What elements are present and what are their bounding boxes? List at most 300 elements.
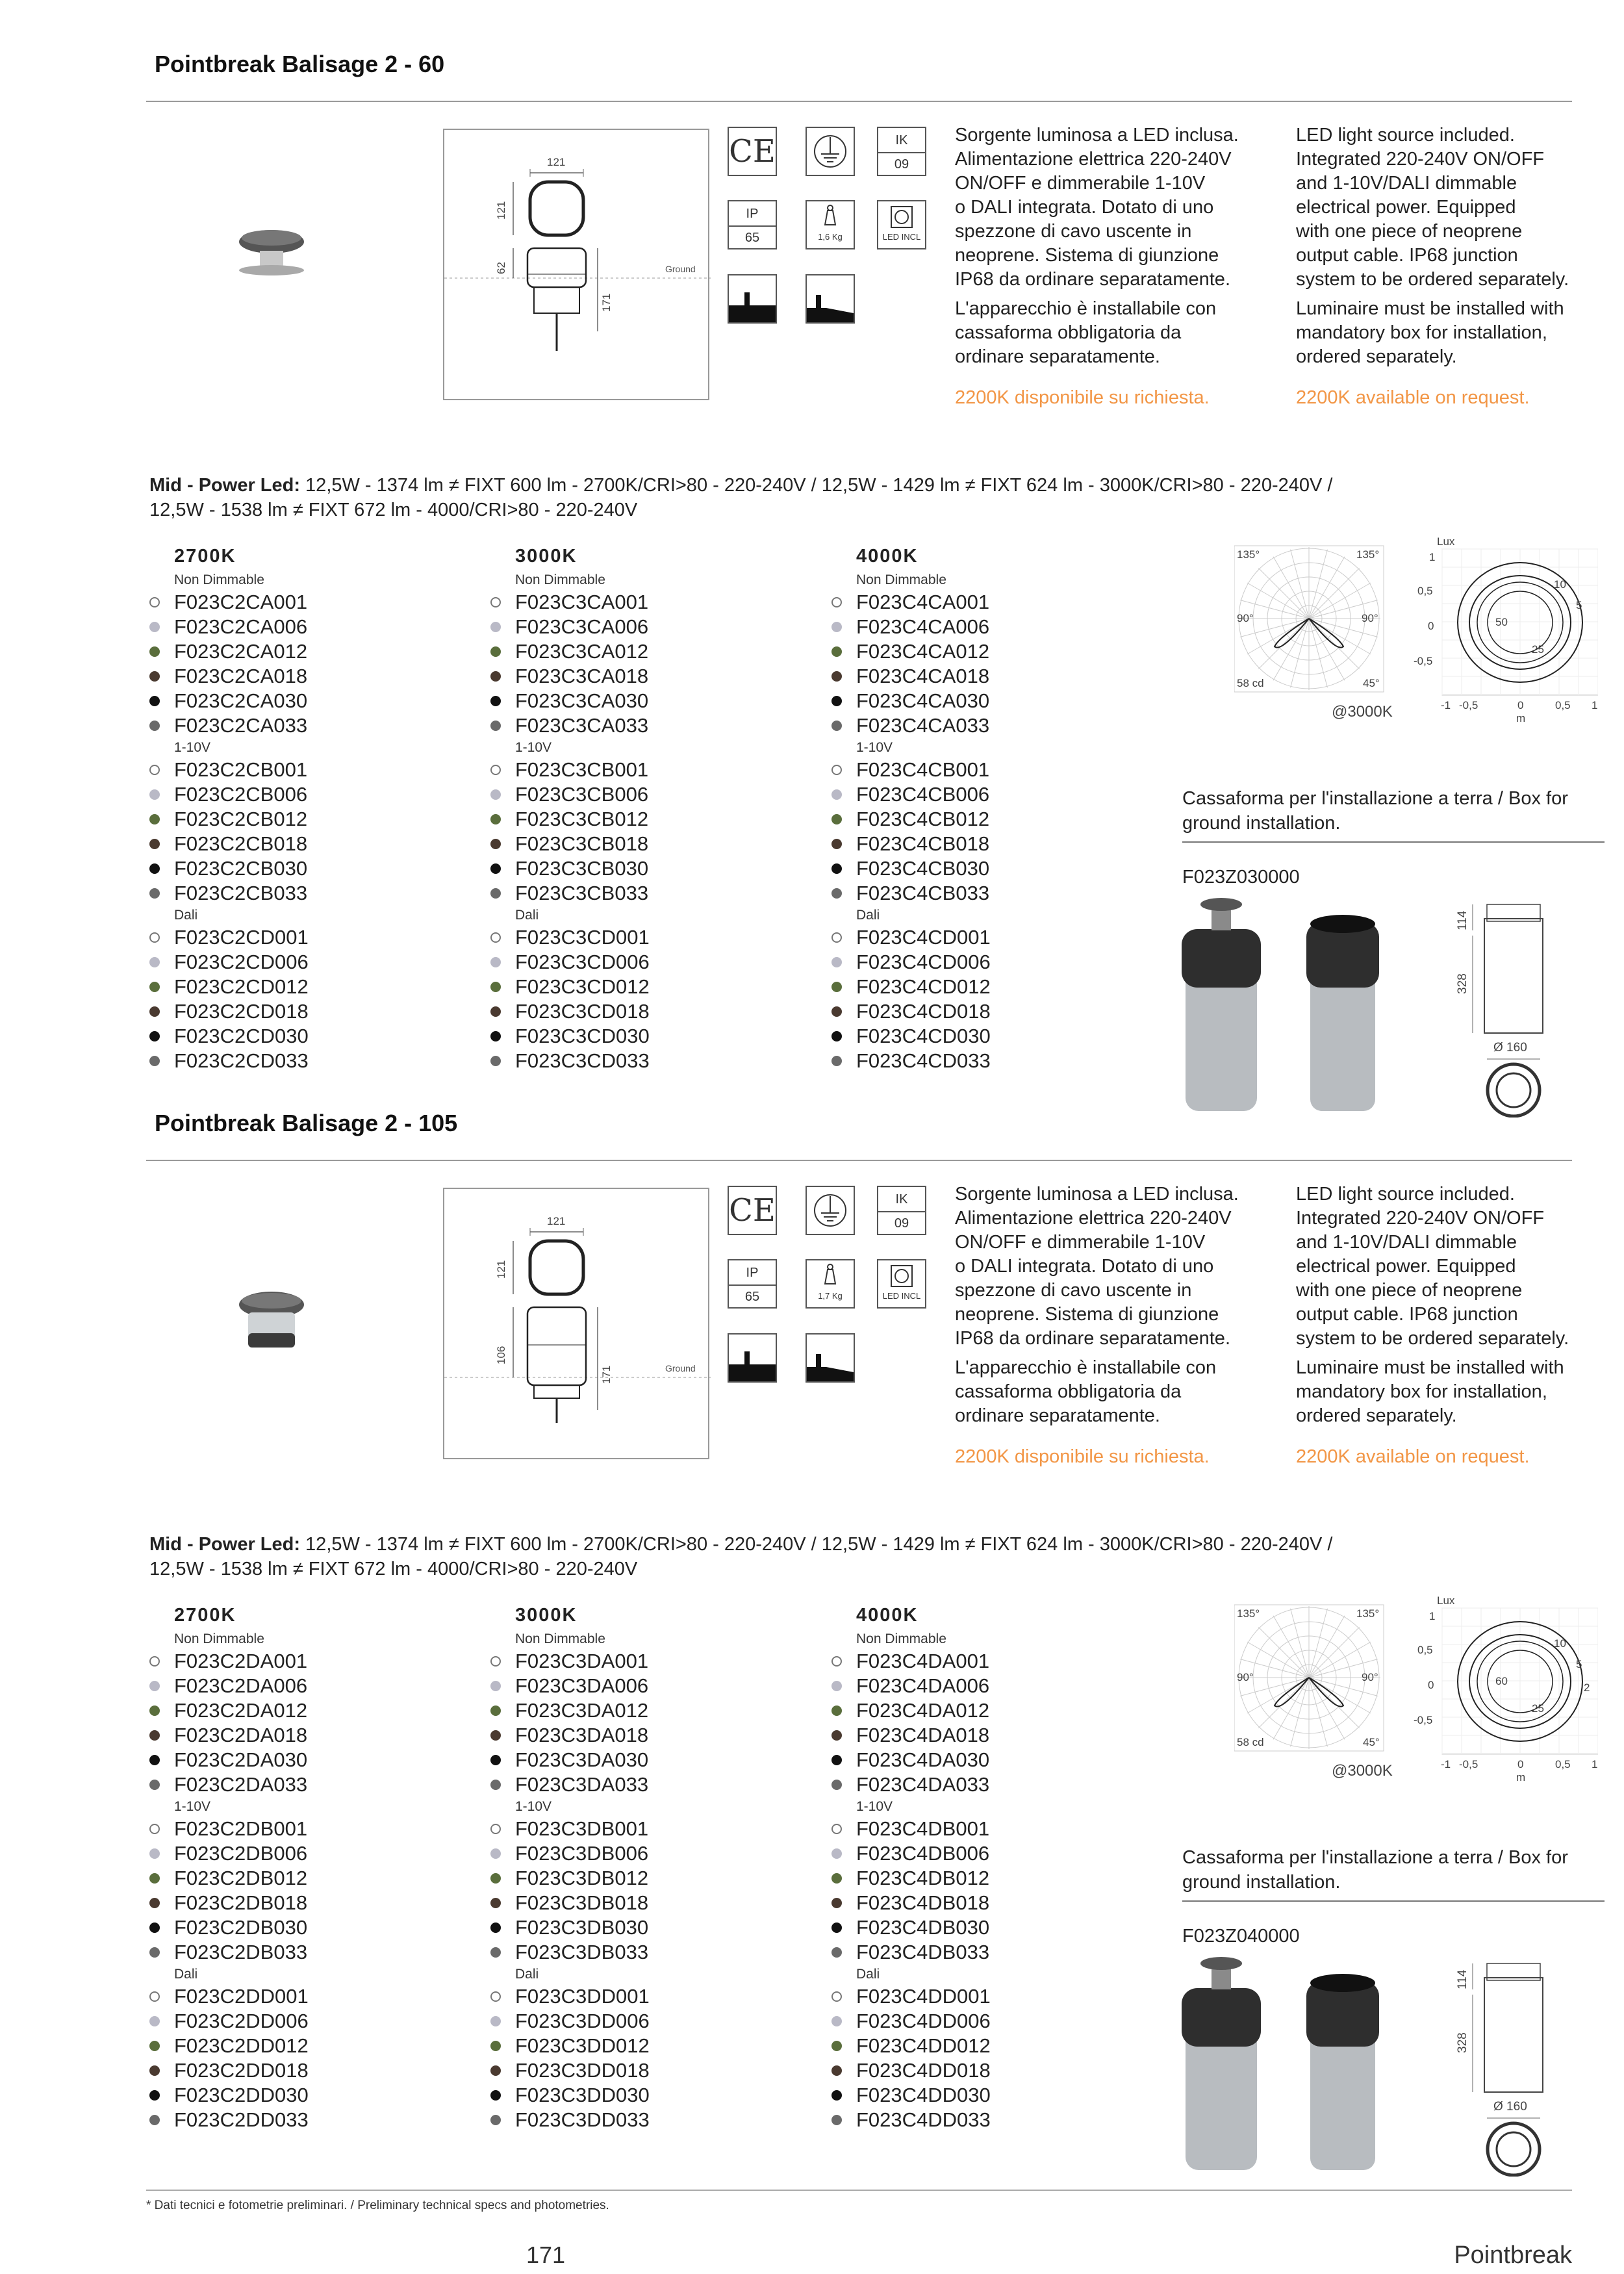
product-code-text: F023C4DB012 [856,1867,990,1889]
finish-color-dot [490,932,501,943]
product-code-text: F023C4CA030 [856,689,990,712]
finish-color-dot [149,932,160,943]
description-line: ordinare separatamente. [955,1405,1160,1426]
product-code [149,2009,474,2034]
product-code [831,2083,1156,2108]
description-line: cassaforma obbligatoria da [955,1381,1182,1402]
ik-value: 09 [878,152,925,172]
product-code-text: F023C2DD033 [174,2108,309,2131]
product-code-text: F023C3CB033 [515,882,649,904]
product-code-text: F023C4CD006 [856,951,991,973]
product-code-text: F023C2CD018 [174,1000,309,1023]
finish-color-dot [149,1656,160,1667]
finish-color-dot [149,1681,160,1691]
weight-value: 1,7 Kg [818,1291,843,1301]
dimming-type: Non Dimmable [174,1631,264,1646]
product-code [490,1984,815,2009]
product-code [490,782,815,807]
product-code [831,1891,1156,1915]
paragraph-gap [1296,292,1601,297]
product-code [831,1674,1156,1698]
floor-install-icon [728,1333,777,1383]
description-line: Integrated 220-240V ON/OFF [1296,149,1545,170]
description-line: IP68 da ordinare separatamente. [955,1328,1230,1349]
finish-color-dot [490,1947,501,1958]
finish-color-dot [831,1730,842,1741]
finish-color-dot [149,2115,160,2125]
code-column-3000k [490,546,815,1073]
finish-color-dot [490,1848,501,1859]
dimming-type: 1-10V [174,1799,211,1814]
product-code [490,2083,815,2108]
product-code [490,689,815,713]
finish-color-dot [149,1923,160,1933]
description-italian [955,123,1286,416]
polar-angle-135-right: 135° [1356,548,1380,561]
product-code-text: F023C2CD033 [174,1049,309,1072]
product-title: Pointbreak Balisage 2 - 105 [155,1110,458,1136]
product-code-text: F023C3CA030 [515,689,649,712]
product-code [490,975,815,999]
power-line-1: 12,5W - 1374 lm ≠ FIXT 600 lm - 2700K/CRI>80 - 220-240V / 12,5W - 1429 lm ≠ FIXT 624 lm - 3000K/CRI>80 - 220-240V / [300,475,1333,496]
dim-width: 121 [547,156,566,168]
product-code-text: F023C2DB018 [174,1891,308,1914]
product-code-text: F023C2DB033 [174,1941,308,1963]
finish-color-dot [831,839,842,849]
lux-x-neg-1: -1 [1441,699,1451,711]
product-code-text: F023C3DA018 [515,1724,649,1746]
product-code-text: F023C2DD006 [174,2010,309,2032]
product-code [831,1748,1156,1772]
description-line: spezzone di cavo uscente in [955,221,1192,242]
dimming-type: Dali [856,908,880,923]
description-line: neoprene. Sistema di giunzione [955,245,1219,266]
product-code-text: F023C2DA006 [174,1674,308,1697]
dimming-type: Non Dimmable [515,1631,605,1646]
product-code-text: F023C4DA006 [856,1674,990,1697]
product-code-text: F023C2CA012 [174,640,308,663]
product-code [831,615,1156,639]
product-code-text: F023C2CB030 [174,857,308,880]
product-code-text: F023C4CB001 [856,758,990,781]
lux-x-1: 1 [1592,699,1598,711]
product-code [149,881,474,906]
product-code-text: F023C3DD018 [515,2059,650,2082]
product-code-text: F023C3DB001 [515,1817,649,1840]
product-code [490,807,815,832]
finish-color-dot [831,646,842,657]
finish-color-dot [490,646,501,657]
product-code-text: F023C3CD033 [515,1049,650,1072]
finish-color-dot [831,1824,842,1834]
description-line: Alimentazione elettrica 220-240V [955,1208,1232,1229]
slope-install-icon [806,1333,855,1383]
description-line: Sorgente luminosa a LED inclusa. [955,1184,1239,1205]
power-line-1: 12,5W - 1374 lm ≠ FIXT 600 lm - 2700K/CRI>80 - 220-240V / 12,5W - 1429 lm ≠ FIXT 624 lm - 3000K/CRI>80 - 220-240V / [300,1534,1333,1555]
product-code [149,1024,474,1049]
product-code-text: F023C3CB030 [515,857,649,880]
finish-color-dot [149,1031,160,1041]
product-code-text: F023C3DB012 [515,1867,649,1889]
finish-color-dot [831,888,842,899]
product-code-text: F023C3DB018 [515,1891,649,1914]
lux-y-0: 0 [1428,1679,1434,1691]
code-column-3000k [490,1605,815,2132]
lux-x-0: 0 [1517,699,1524,711]
product-code-text: F023C4DB018 [856,1891,990,1914]
product-code [149,856,474,881]
finish-color-dot [490,1780,501,1790]
lux-y-0-5: 0,5 [1417,585,1433,597]
product-code-text: F023C3CD006 [515,951,650,973]
lux-contour-25: 25 [1532,1702,1544,1715]
finish-color-dot [831,2090,842,2101]
dimming-type: Dali [856,1967,880,1982]
product-code-text: F023C2DB012 [174,1867,308,1889]
color-temperature: 3000K [515,546,577,567]
product-code-text: F023C4DD001 [856,1985,991,2008]
footnote: * Dati tecnici e fotometrie preliminari. / Preliminary technical specs and photometries. [146,2190,1572,2213]
finish-color-dot [490,1873,501,1884]
product-code-text: F023C2CA006 [174,615,308,638]
lux-title: Lux [1437,1594,1455,1607]
finish-color-dot [149,814,160,824]
product-code [149,782,474,807]
product-code [490,758,815,782]
product-code-text: F023C4DD006 [856,2010,991,2032]
product-code-text: F023C2CB018 [174,832,308,855]
lux-x-neg-0-5: -0,5 [1459,1758,1478,1770]
ce-mark [728,127,777,176]
product-code-text: F023C3CA033 [515,714,649,737]
product-code [149,1940,474,1965]
description-line: IP68 da ordinare separatamente. [955,269,1230,290]
product-code [831,2108,1156,2132]
code-column-4000k [831,546,1156,1073]
finish-color-dot [149,1848,160,1859]
dimming-type: 1-10V [515,1799,552,1814]
finish-color-dot [831,1923,842,1933]
description-line: ordered separately. [1296,1405,1457,1426]
product-code-text: F023C4DB001 [856,1817,990,1840]
product-code [149,950,474,975]
lux-contour-10: 10 [1554,1637,1566,1650]
product-code-text: F023C2CB001 [174,758,308,781]
product-code [831,639,1156,664]
dimming-type: Dali [515,1967,539,1982]
product-code [490,1772,815,1797]
finish-color-dot [149,839,160,849]
product-code [149,999,474,1024]
product-code-text: F023C4CB018 [856,832,990,855]
product-code [831,999,1156,1024]
install-box-height-top: 114 [1456,910,1469,930]
polar-caption: @3000K [1332,703,1393,721]
finish-color-dot [149,721,160,731]
product-code-text: F023C2DA018 [174,1724,308,1746]
product-code-text: F023C4CA018 [856,665,990,687]
finish-color-dot [149,789,160,800]
product-code [149,1891,474,1915]
product-code-text: F023C2DB030 [174,1916,308,1939]
power-line-2: 12,5W - 1538 lm ≠ FIXT 672 lm - 4000/CRI>80 - 220-240V [149,1559,638,1579]
lux-unit: m [1516,1771,1526,1783]
finish-color-dot [149,1824,160,1834]
lux-contour-5: 5 [1576,599,1582,611]
product-code [831,664,1156,689]
availability-note-it: 2200K disponibile su richiesta. [955,387,1210,408]
product-code [490,1748,815,1772]
product-code [490,856,815,881]
lux-y-0: 0 [1428,620,1434,632]
product-code [490,1723,815,1748]
product-code-text: F023C4DA033 [856,1773,990,1796]
product-code [490,1817,815,1841]
product-code-text: F023C3DD001 [515,1985,650,2008]
product-code-text: F023C2DB001 [174,1817,308,1840]
ground-label: Ground [665,264,696,274]
finish-color-dot [831,2041,842,2051]
product-code-text: F023C4DA001 [856,1650,990,1672]
finish-color-dot [490,1991,501,2002]
finish-color-dot [490,1898,501,1908]
finish-color-dot [831,982,842,992]
description-line: output cable. IP68 junction [1296,1304,1518,1325]
product-code [490,2034,815,2058]
product-code-text: F023C2CD012 [174,975,309,998]
product-code [831,1984,1156,2009]
paragraph-gap [1296,1351,1601,1356]
finish-color-dot [149,1780,160,1790]
ce-mark [728,1186,777,1235]
ip-label: IP [746,1266,759,1280]
description-line: mandatory box for installation, [1296,322,1547,343]
power-spec [149,1532,1579,1581]
product-code-text: F023C2CA033 [174,714,308,737]
product-code-text: F023C2CA018 [174,665,308,687]
description-line: ON/OFF e dimmerabile 1-10V [955,1232,1206,1253]
product-code-text: F023C4DB006 [856,1842,990,1865]
description-english [1296,123,1601,416]
product-code-text: F023C4CA033 [856,714,990,737]
lux-x-0-5: 0,5 [1555,1758,1571,1770]
finish-color-dot [490,1006,501,1017]
product-code [831,689,1156,713]
install-box-height: 328 [1456,973,1469,994]
finish-color-dot [831,2065,842,2076]
finish-color-dot [490,2016,501,2026]
product-code-text: F023C3CD018 [515,1000,650,1023]
ip-value: 65 [729,225,776,246]
color-temperature: 4000K [856,546,919,567]
product-section [0,1059,1624,2131]
product-code [149,1698,474,1723]
product-code-text: F023C4DB030 [856,1916,990,1939]
product-code [149,1772,474,1797]
finish-color-dot [490,2065,501,2076]
finish-color-dot [490,765,501,775]
paragraph-gap [955,1351,1286,1356]
product-code-text: F023C4DD012 [856,2034,991,2057]
weight-value: 1,6 Kg [818,232,843,242]
description-line: spezzone di cavo uscente in [955,1280,1192,1301]
finish-color-dot [490,1681,501,1691]
polar-angle-90-left: 90° [1237,612,1254,624]
dimming-type: 1-10V [856,740,893,755]
finish-color-dot [490,1923,501,1933]
product-code-text: F023C3CA006 [515,615,649,638]
product-code [490,999,815,1024]
product-code [149,2083,474,2108]
product-code-text: F023C4DA012 [856,1699,990,1722]
finish-color-dot [490,957,501,967]
product-code-text: F023C4DA030 [856,1748,990,1771]
product-code-text: F023C2CD030 [174,1025,309,1047]
finish-color-dot [490,839,501,849]
product-code-text: F023C2CD001 [174,926,309,949]
finish-color-dot [831,1706,842,1716]
product-code-text: F023C2DA012 [174,1699,308,1722]
product-code [831,1723,1156,1748]
finish-color-dot [831,1947,842,1958]
description-italian [955,1182,1286,1475]
product-code [149,689,474,713]
product-code [490,1940,815,1965]
product-code [490,2108,815,2132]
ik-label: IK [895,1192,908,1207]
product-code-text: F023C4CD033 [856,1049,991,1072]
lux-y-1: 1 [1429,1610,1436,1622]
product-code [831,856,1156,881]
finish-color-dot [490,888,501,899]
product-code-text: F023C3DB030 [515,1916,649,1939]
polar-angle-90-right: 90° [1362,612,1378,624]
ip-rating [728,200,777,249]
finish-color-dot [831,1873,842,1884]
product-code-text: F023C3CD001 [515,926,650,949]
product-code [490,1024,815,1049]
finish-color-dot [149,671,160,682]
finish-color-dot [149,1898,160,1908]
finish-color-dot [149,622,160,632]
finish-color-dot [831,1656,842,1667]
dim-width: 121 [547,1215,566,1227]
color-temperature: 2700K [174,546,236,567]
ip-value: 65 [729,1284,776,1305]
product-code [149,1649,474,1674]
dim-depth: 62 [495,262,507,274]
finish-color-dot [490,863,501,874]
polar-angle-135-left: 135° [1237,548,1260,561]
finish-color-dot [149,1873,160,1884]
product-code [149,1817,474,1841]
product-code [490,664,815,689]
description-line: LED light source included. [1296,125,1515,146]
product-code [490,639,815,664]
product-code [490,950,815,975]
lux-unit: m [1516,712,1526,724]
description-line: ON/OFF e dimmerabile 1-10V [955,173,1206,194]
product-code [831,881,1156,906]
finish-color-dot [490,2115,501,2125]
ip-rating [728,1259,777,1309]
weight-icon [806,200,855,249]
description-line: system to be ordered separately. [1296,269,1569,290]
finish-color-dot [490,2041,501,2051]
product-code-text: F023C2DA030 [174,1748,308,1771]
lux-contour-10: 10 [1554,578,1566,591]
product-code-text: F023C4DB033 [856,1941,990,1963]
lux-x-0-5: 0,5 [1555,699,1571,711]
product-code-text: F023C2CD006 [174,951,309,973]
finish-color-dot [490,1824,501,1834]
product-code [149,590,474,615]
finish-color-dot [831,1755,842,1765]
finish-color-dot [831,863,842,874]
description-line: Sorgente luminosa a LED inclusa. [955,125,1239,146]
product-code-text: F023C2CB012 [174,808,308,830]
slope-install-icon [806,274,855,324]
finish-color-dot [831,814,842,824]
description-line: electrical power. Equipped [1296,197,1516,218]
ip-label: IP [746,207,759,221]
ce-mark-icon: CE [729,1192,776,1229]
product-code [149,925,474,950]
dim-height: 121 [495,201,507,220]
product-code [149,807,474,832]
install-box-diameter: Ø 160 [1493,2100,1527,2114]
finish-color-dot [831,1848,842,1859]
floor-install-icon [728,274,777,324]
dimming-type: 1-10V [174,740,211,755]
product-code [831,1024,1156,1049]
dimming-type: Dali [515,908,539,923]
product-code [149,1866,474,1891]
led-included-label: LED INCL [882,1291,921,1301]
paragraph-gap [955,292,1286,297]
description-line: Integrated 220-240V ON/OFF [1296,1208,1545,1229]
finish-color-dot [831,1991,842,2002]
lux-x-0: 0 [1517,1758,1524,1770]
product-code [490,832,815,856]
finish-color-dot [149,2065,160,2076]
product-code [490,881,815,906]
product-code [831,590,1156,615]
product-code [490,2058,815,2083]
product-code-text: F023C3CD012 [515,975,650,998]
product-code [490,1866,815,1891]
brand-name: Pointbreak [1454,2242,1572,2269]
product-code-text: F023C3CB012 [515,808,649,830]
product-code [831,1817,1156,1841]
product-code-text: F023C4DD030 [856,2084,991,2106]
product-code [831,2009,1156,2034]
finish-color-dot [490,721,501,731]
product-code [149,664,474,689]
product-code-text: F023C3DD006 [515,2010,650,2032]
finish-color-dot [490,671,501,682]
description-line: electrical power. Equipped [1296,1256,1516,1277]
product-code-text: F023C3DD033 [515,2108,650,2131]
product-code [831,1915,1156,1940]
product-code [831,925,1156,950]
lux-title: Lux [1437,535,1455,548]
product-code-text: F023C2CA030 [174,689,308,712]
install-box-diameter: Ø 160 [1493,1041,1527,1054]
product-code [490,1915,815,1940]
product-code [149,832,474,856]
finish-color-dot [490,1031,501,1041]
